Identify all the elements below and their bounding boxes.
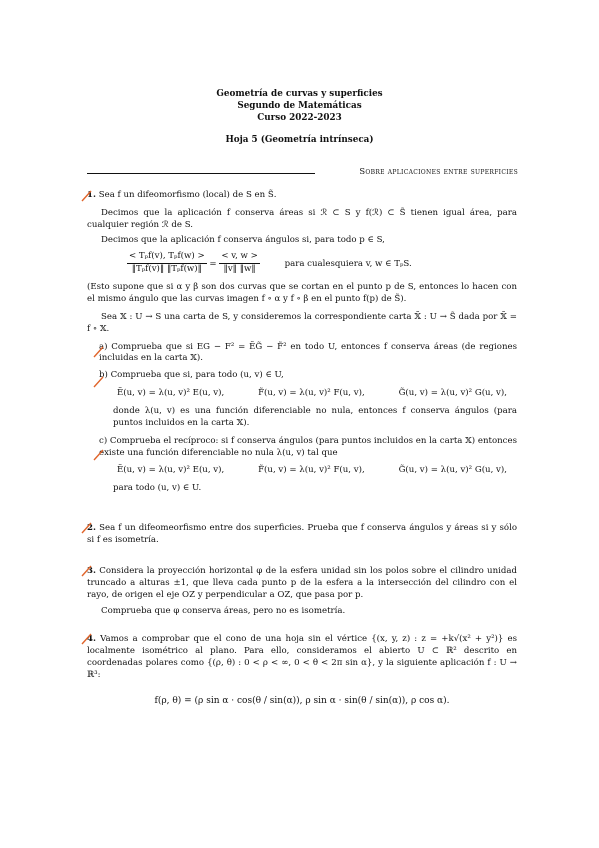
exercise-3 (87, 566, 517, 617)
degree-title: Segundo de Matemáticas (237, 101, 362, 111)
formula-tail: para cualesquiera v, w ∈ TₚS. (284, 259, 412, 270)
exercise-3-text: Considera la proyección horizontal φ de la esfera unidad sin los polos sobre el cilindro unidad truncado a alturas ±1, que lleva cada punto p de la esfera a la intersección del cilindro con el rayo, de origen el eje OZ y perpendicular a OZ, que pasa por p. (87, 566, 517, 600)
exercise-1 (87, 190, 517, 495)
part-b-eq-f: F̃(u, v) = λ(u, v)² F(u, v), (258, 388, 365, 399)
part-c-eq-f: F̃(u, v) = λ(u, v)² F(u, v), (258, 465, 365, 476)
exercise-2-number: 2. (87, 523, 96, 533)
part-c-tail: para todo (u, v) ∈ U. (113, 483, 202, 494)
part-b-eq-e: Ẽ(u, v) = λ(u, v)² E(u, v), (117, 388, 225, 399)
part-c-eq-g: G̃(u, v) = λ(u, v)² G(u, v), (398, 465, 507, 476)
section-heading: Sobre aplicaciones entre superficies (359, 166, 518, 176)
curves-note: (Esto supone que si α y β son dos curvas que se cortan en el punto p de S, entonces lo hacen con el mismo ángulo que las curvas imagen f ∘ α y f ∘ β en el punto f(p) de S̃). (87, 282, 517, 305)
sheet-title: Hoja 5 (Geometría intrínseca) (225, 135, 374, 145)
pen-slash-mark (92, 375, 106, 389)
fraction-image-num: < Tₚf(v), Tₚf(w) > (127, 251, 207, 264)
pen-slash-mark (80, 632, 94, 646)
part-c-equations (87, 465, 517, 477)
part-a: a) Comprueba que si EG − F² = ẼG̃ − F̃² en todo U, entonces f conserva áreas (de regiones incluidas en la carta 𝕏). (99, 341, 517, 364)
exercise-3-text2: Comprueba que φ conserva áreas, pero no es isometría. (101, 605, 346, 616)
pen-slash-mark (92, 448, 106, 462)
exercise-4 (87, 634, 517, 708)
part-c: c) Comprueba el recíproco: si f conserva ángulos (para puntos incluidos en la carta 𝕏) entonces existe una función diferenciable no nula λ(u, v) tal que (99, 435, 517, 458)
section-rule (87, 173, 315, 174)
pen-slash-mark (80, 564, 94, 578)
part-c-eq-e: Ẽ(u, v) = λ(u, v)² E(u, v), (117, 465, 225, 476)
fraction-source-num: < v, w > (219, 251, 260, 264)
part-b: b) Comprueba que si, para todo (u, v) ∈ U, (99, 370, 284, 381)
fraction-source-den: ‖v‖ ‖w‖ (223, 264, 256, 275)
exercise-4-number: 4. (87, 634, 96, 644)
exercise-3-number: 3. (87, 566, 96, 576)
part-b-tail: donde λ(u, v) es una función diferenciable no nula, entonces f conserva ángulos (para puntos incluidos en la carta 𝕏). (113, 406, 517, 428)
part-b-eq-g: G̃(u, v) = λ(u, v)² G(u, v), (398, 388, 507, 399)
exercise-1-intro-text: Sea f un difeomorfismo (local) de S en S̃. (98, 190, 277, 200)
fraction-image (127, 251, 207, 276)
year-title: Curso 2022-2023 (257, 113, 342, 123)
pen-slash-mark (80, 521, 94, 535)
exercise-1-number: 1. (87, 190, 96, 200)
course-title: Geometría de curvas y superficies (216, 89, 383, 99)
conserva-angulos-def: Decimos que la aplicación f conserva ángulos si, para todo p ∈ S, (101, 234, 385, 245)
exercise-1-intro (87, 190, 517, 202)
part-b-equations (87, 388, 517, 400)
chart-statement: Sea 𝕏 : U → S una carta de S, y consideremos la correspondiente carta 𝕏̃ : U → S̃ dada por 𝕏̃ = f ∘ 𝕏. (87, 311, 517, 334)
cone-map-formula: f(ρ, θ) = (ρ sin α · cos(θ / sin(α)), ρ sin α · sin(θ / sin(α)), ρ cos α). (154, 696, 450, 707)
exercise-4-text: Vamos a comprobar que el cono de una hoja sin el vértice {(x, y, z) : z = +k√(x² + y²)} es localmente isométrico al plano. Para ello, consideramos el abierto U ⊂ ℝ² descrito en coordenadas polares como {(ρ, θ) : 0 < ρ < ∞, 0 < θ < 2π sin α}, y la siguiente aplicación f : U → ℝ³: (87, 634, 517, 680)
equals-sign: = (209, 259, 217, 270)
fraction-source (219, 251, 260, 276)
conserva-areas-def: Decimos que la aplicación f conserva áreas si ℛ ⊂ S y f(ℛ) ⊂ S̃ tienen igual área, para cualquier región ℛ de S. (87, 207, 517, 230)
pen-slash-mark (80, 189, 94, 203)
exercise-2 (87, 523, 517, 547)
pen-slash-mark (92, 345, 106, 359)
angle-formula (127, 251, 517, 276)
fraction-image-den: ‖Tₚf(v)‖ ‖Tₚf(w)‖ (131, 264, 202, 275)
exercise-2-text: Sea f un difeomeorfismo entre dos superficies. Prueba que f conserva ángulos y áreas si y sólo si f es isometría. (87, 523, 517, 545)
